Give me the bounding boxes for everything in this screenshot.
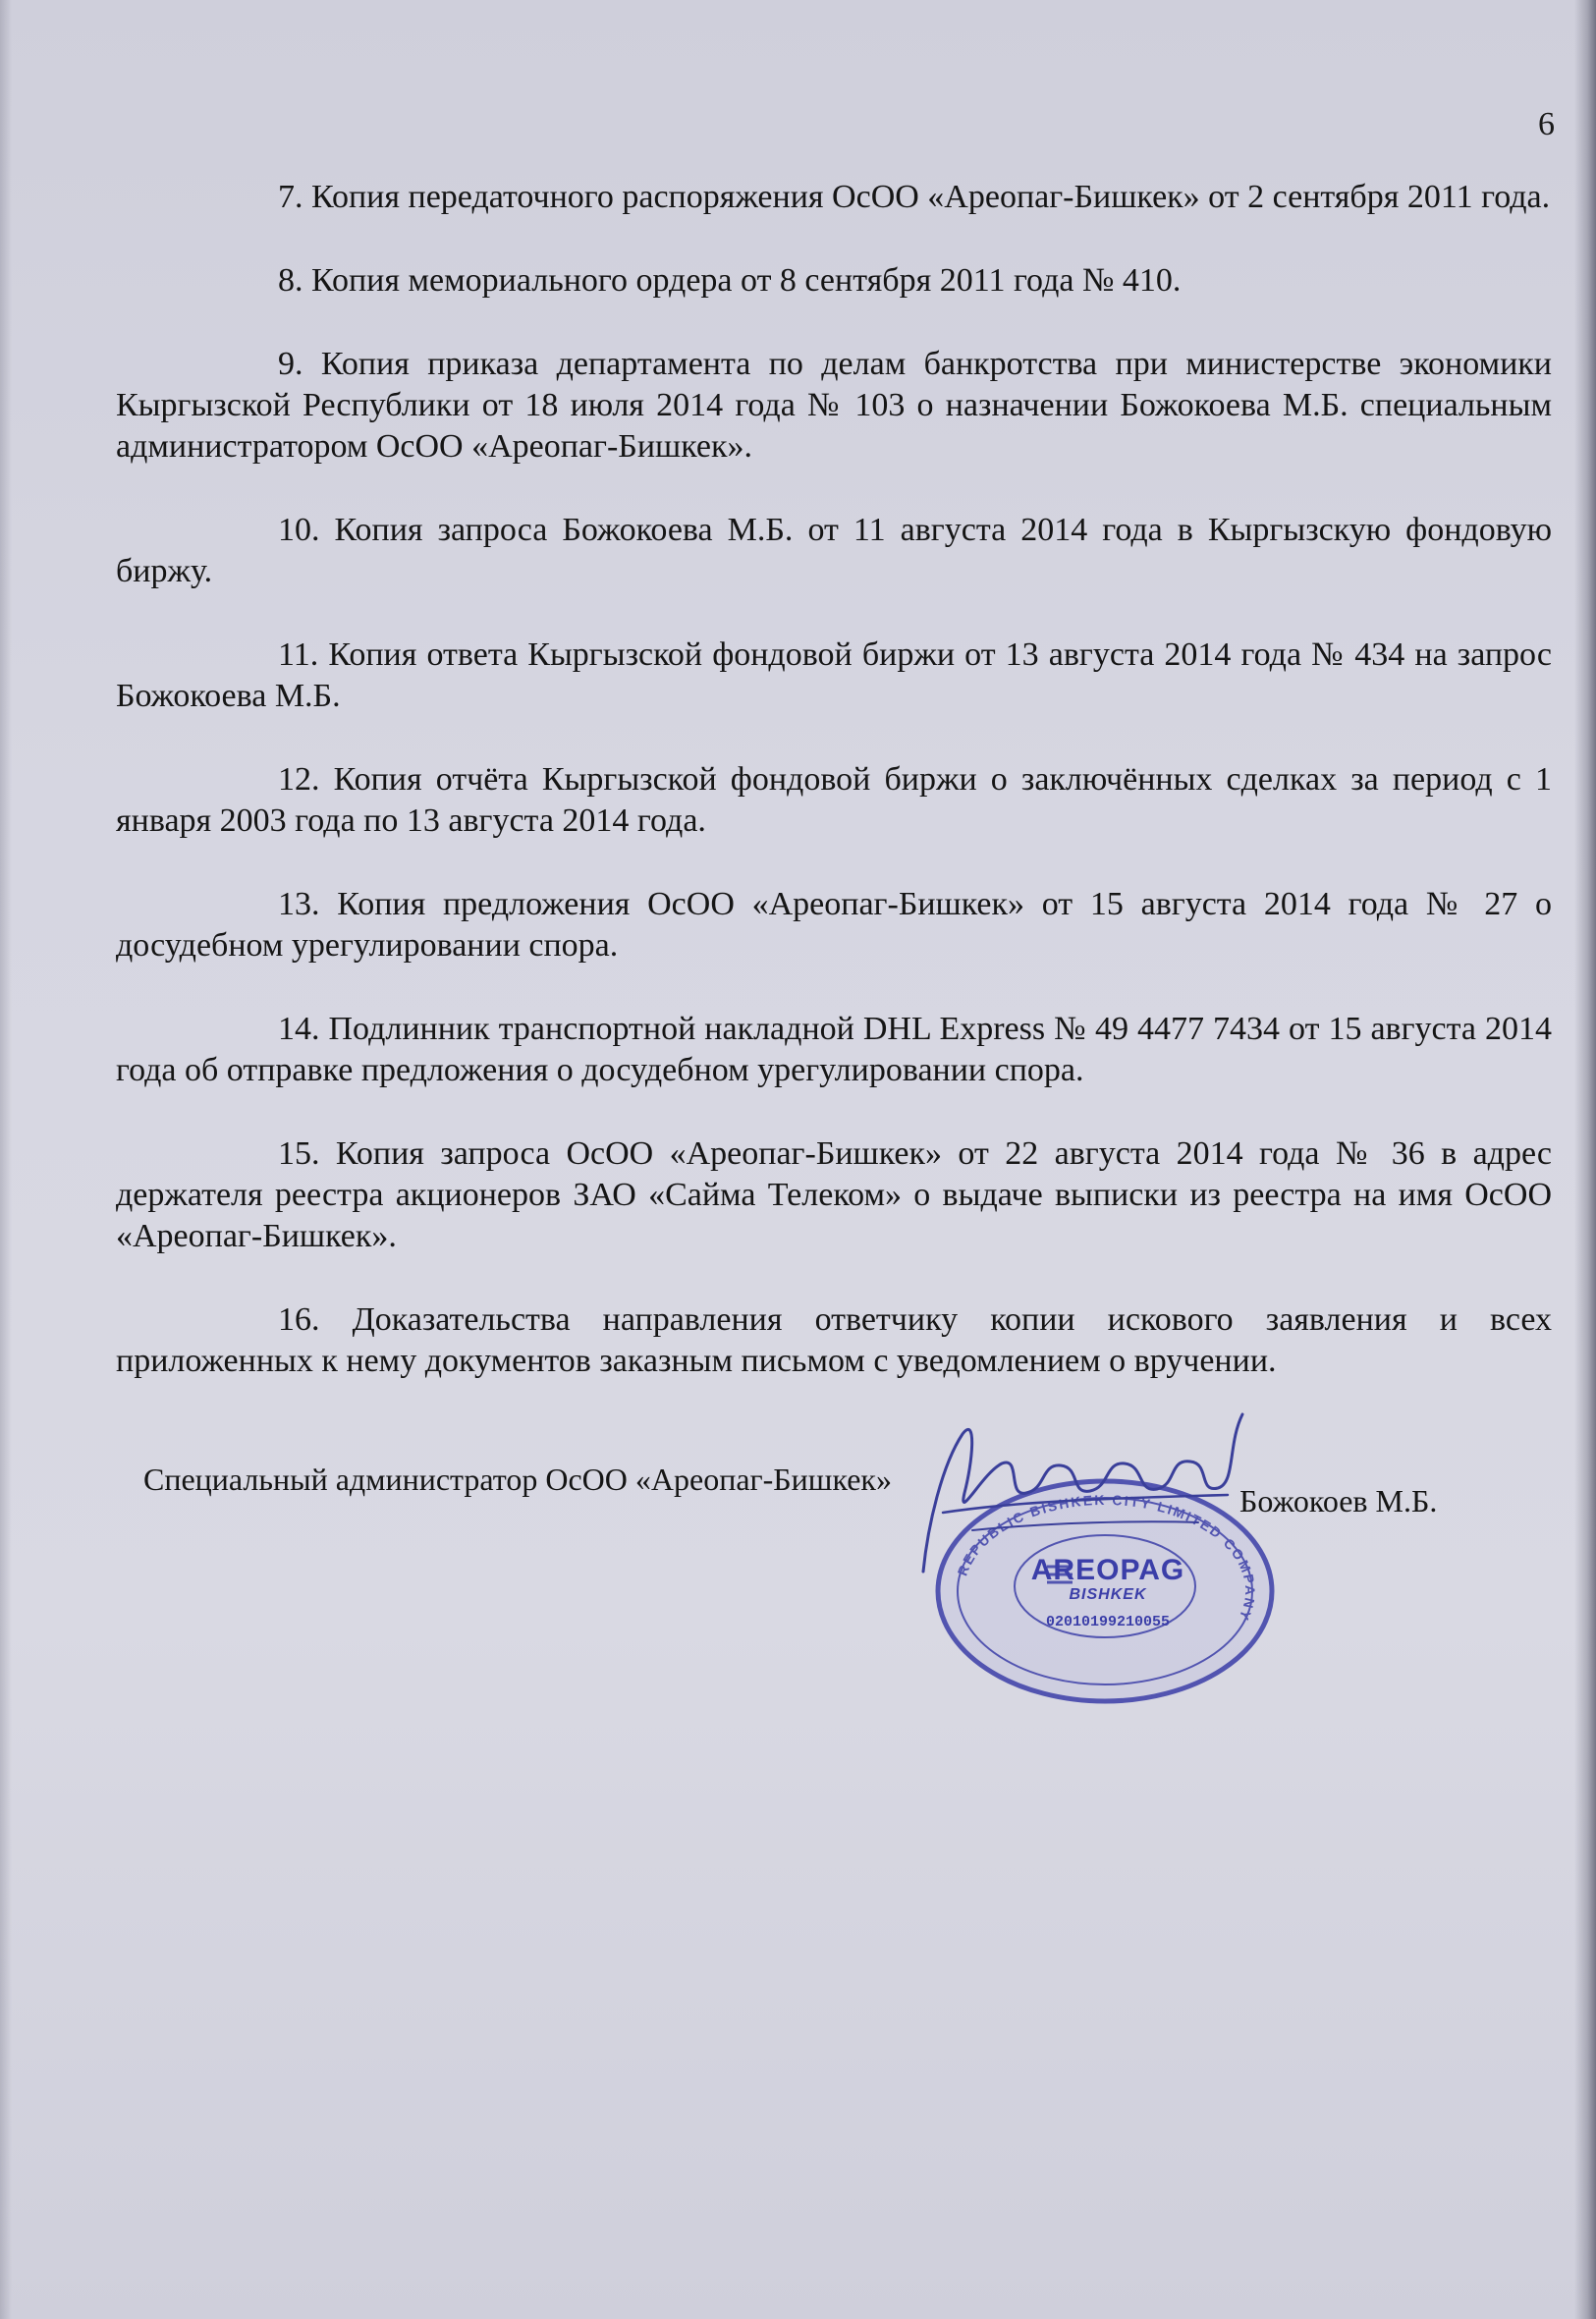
page-number: 6 bbox=[1538, 106, 1555, 142]
attachment-list bbox=[116, 177, 1552, 1424]
stamp-city: BISHKEK bbox=[1069, 1586, 1147, 1603]
stamp-code: 02010199210055 bbox=[1045, 1614, 1171, 1630]
list-item: 12. Копия отчёта Кыргызской фондовой биржи о заключённых сделках за период с 1 января 2003 года по 13 августа 2014 года. bbox=[116, 761, 1552, 839]
list-item: 11. Копия ответа Кыргызской фондовой биржи от 13 августа 2014 года № 434 на запрос Божокоева М.Б. bbox=[116, 636, 1552, 714]
signatory-name: Божокоев М.Б. bbox=[1239, 1483, 1438, 1518]
list-item: 13. Копия предложения ОсОО «Ареопаг-Бишкек» от 15 августа 2014 года № 27 о досудебном урегулировании спора. bbox=[116, 886, 1552, 964]
list-item: 8. Копия мемориального ордера от 8 сентября 2011 года № 410. bbox=[278, 262, 1182, 299]
list-item: 14. Подлинник транспортной накладной DHL Express № 49 4477 7434 от 15 августа 2014 года об отправке предложения о досудебном урегулировании спора. bbox=[116, 1011, 1552, 1088]
page-edge-shadow-right bbox=[1574, 0, 1596, 2319]
signatory-title: Специальный администратор ОсОО «Ареопаг-Бишкек» bbox=[143, 1462, 892, 1497]
stamp-brand: AREOPAG bbox=[1030, 1554, 1185, 1586]
list-item: 15. Копия запроса ОсОО «Ареопаг-Бишкек» от 22 августа 2014 года № 36 в адрес держателя реестра акционеров ЗАО «Сайма Телеком» о выдаче выписки из реестра на имя ОсОО «Ареопаг-Бишкек». bbox=[116, 1135, 1552, 1254]
list-item: 7. Копия передаточного распоряжения ОсОО «Ареопаг-Бишкек» от 2 сентября 2011 года. bbox=[278, 179, 1551, 215]
list-item: 10. Копия запроса Божокоева М.Б. от 11 августа 2014 года в Кыргызскую фондовую биржу. bbox=[116, 512, 1552, 589]
list-item: 16. Доказательства направления ответчику копии искового заявления и всех приложенных к нему документов заказным письмом с уведомлением о вручении. bbox=[116, 1301, 1552, 1379]
page-edge-shadow-left bbox=[0, 0, 12, 2319]
stamp-ring-text: REPUBLIC BISHKEK CITY LIMITED COMPANY bbox=[954, 1491, 1259, 1625]
list-item: 9. Копия приказа департамента по делам банкротства при министерстве экономики Кыргызской Республики от 18 июля 2014 года № 103 о назначении Божокоева М.Б. специальным администратором ОсОО «Ареопаг-Бишкек». bbox=[116, 346, 1552, 465]
handwritten-signature bbox=[904, 1405, 1277, 1601]
